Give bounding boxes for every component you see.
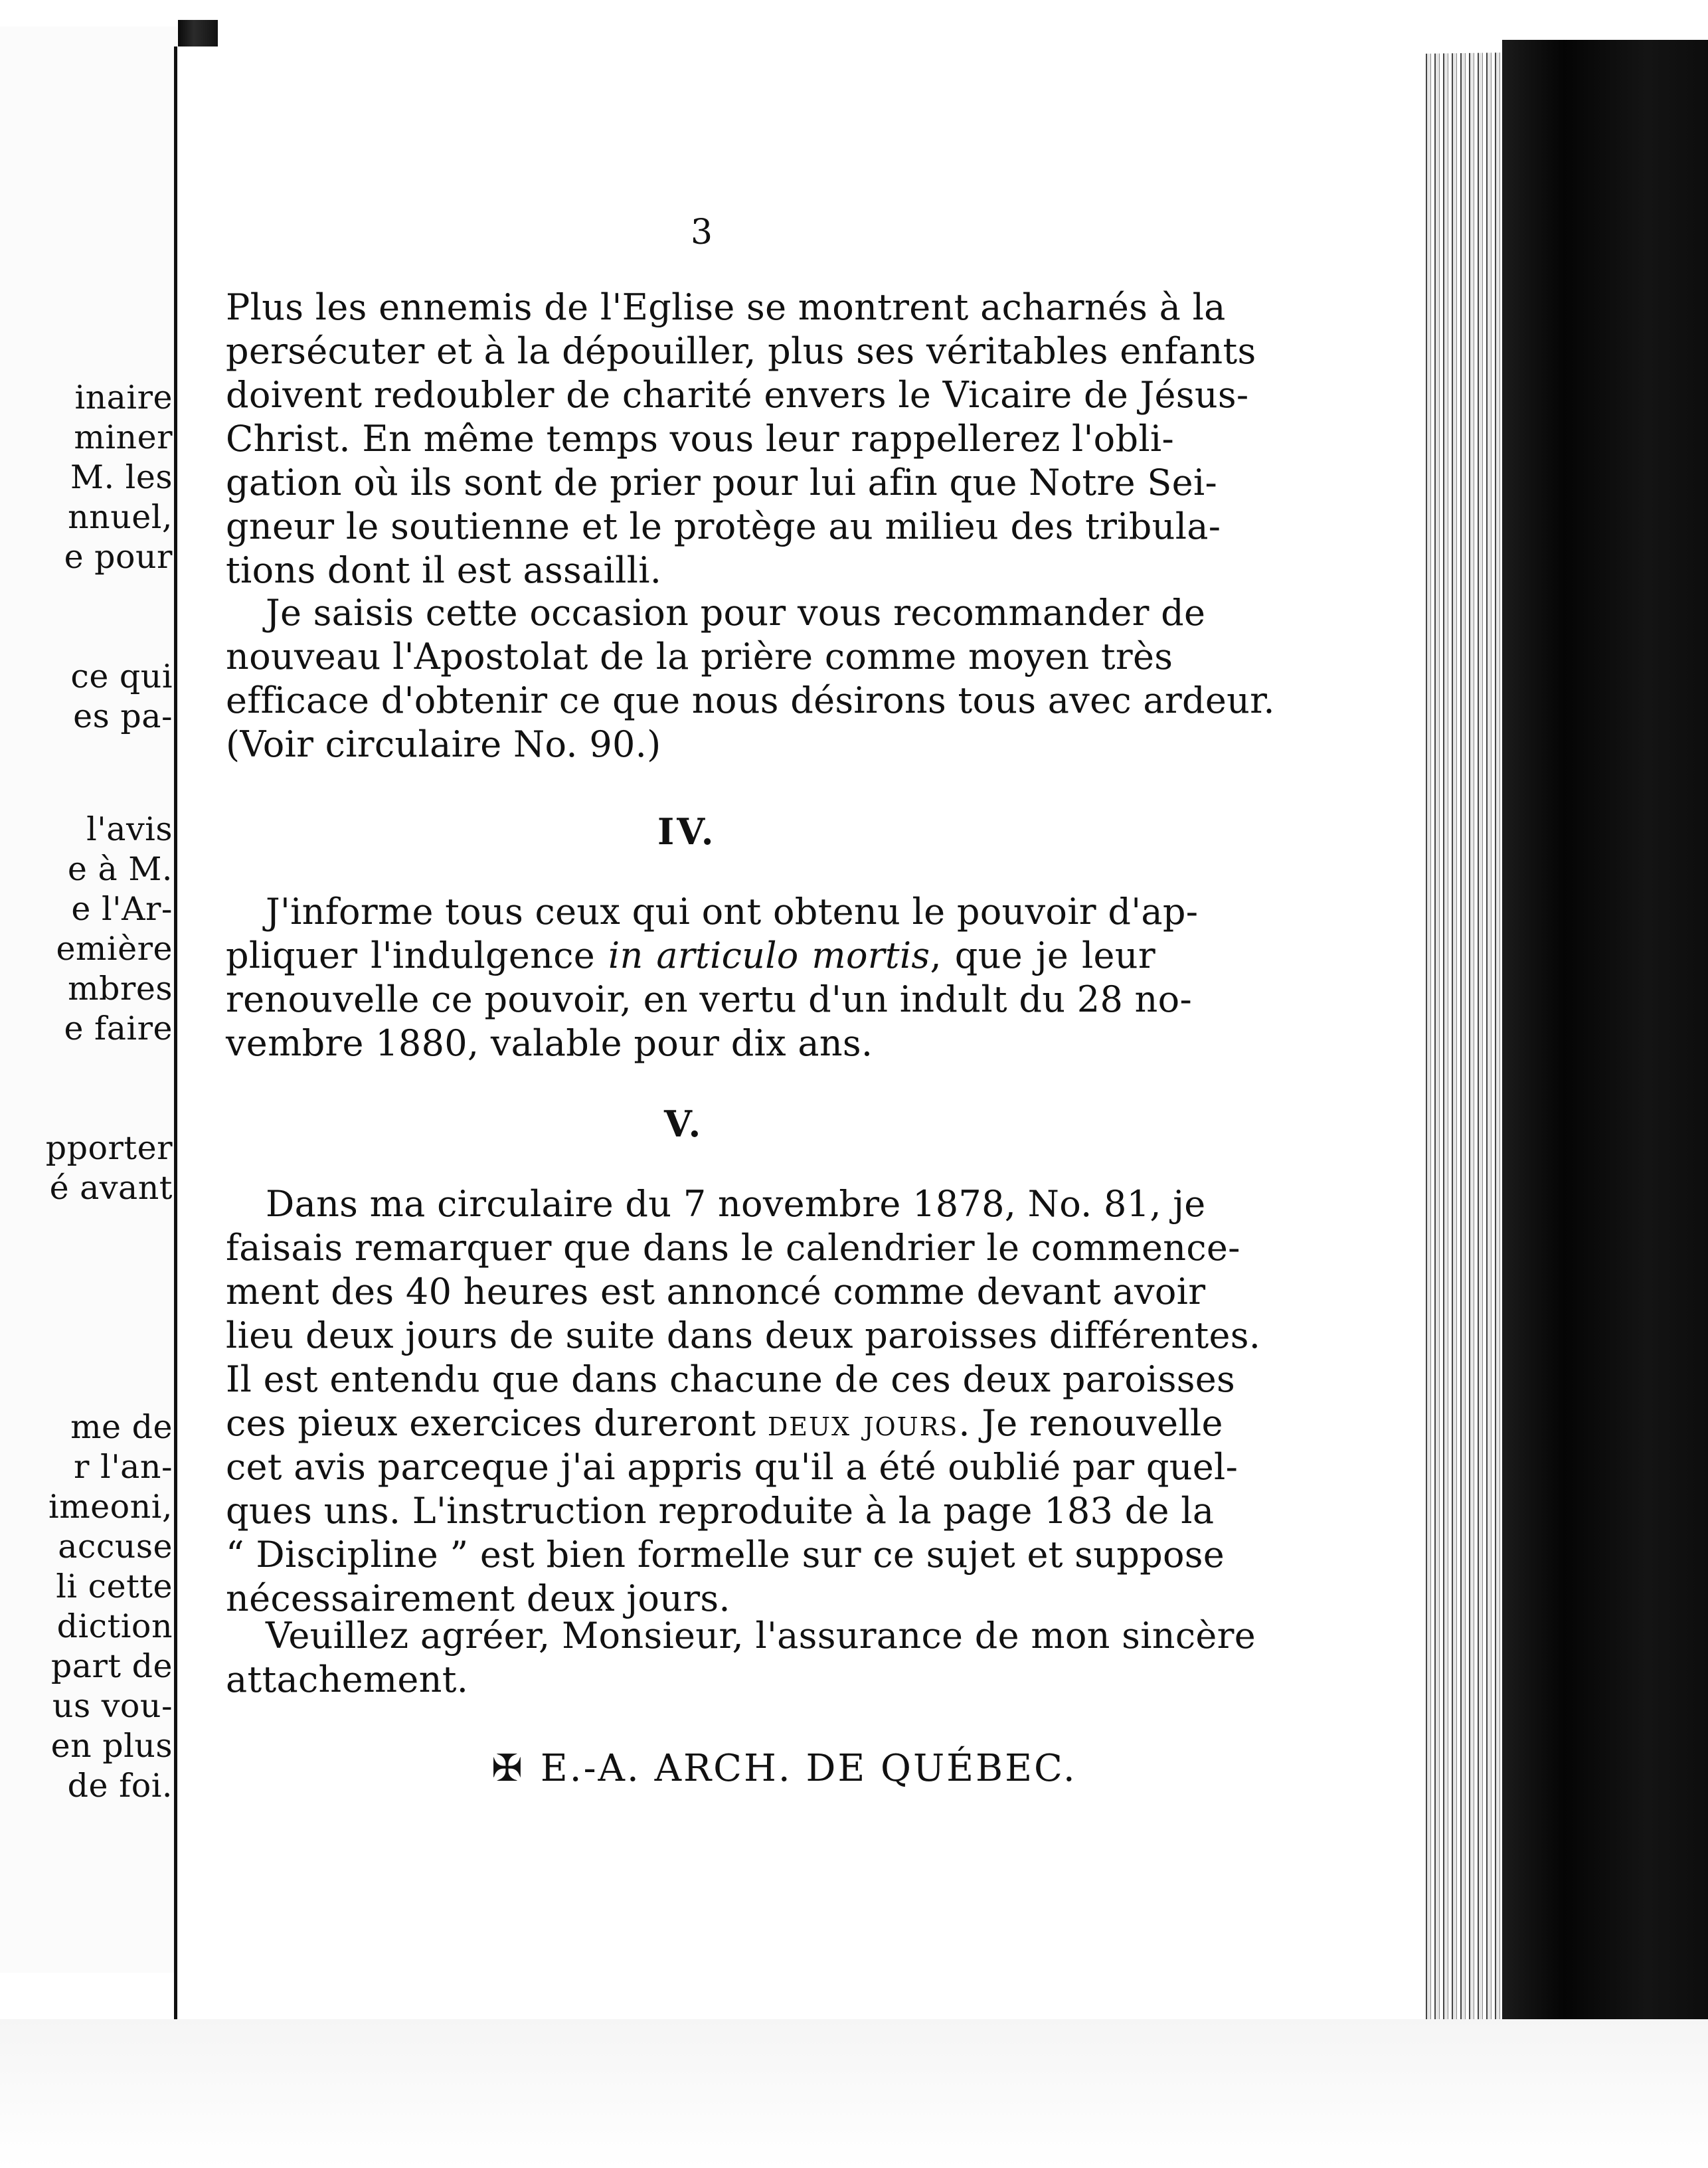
text-line: nouveau l'Apostolat de la prière comme moyen très	[226, 636, 1173, 678]
paragraph-5	[226, 1614, 1256, 1702]
paragraph-4	[226, 1182, 1261, 1621]
text-segment: pliquer l'indulgence	[226, 935, 608, 976]
text-line: “ Discipline ” est bien formelle sur ce sujet et suppose	[226, 1534, 1225, 1576]
left-text-fragment: nnuel,	[68, 498, 173, 536]
text-line: J'informe tous ceux qui ont obtenu le pouvoir d'ap-	[266, 891, 1199, 933]
left-text-fragment: pporter	[45, 1129, 173, 1167]
text-line: ment des 40 heures est annoncé comme devant avoir	[226, 1271, 1206, 1312]
text-line: efficace d'obtenir ce que nous désirons tous avec ardeur.	[226, 679, 1275, 721]
paragraph-1	[226, 286, 1256, 592]
left-text-fragment: M. les	[70, 458, 173, 496]
text-line: Dans ma circulaire du 7 novembre 1878, No. 81, je	[266, 1183, 1206, 1225]
left-text-fragment: mbres	[68, 970, 173, 1008]
text-line: doivent redoubler de charité envers le Vicaire de Jésus-	[226, 374, 1249, 416]
left-text-fragment: e faire	[64, 1010, 173, 1047]
emphasis-small-caps: deux jours	[767, 1402, 959, 1444]
scan-bottom-margin	[0, 2019, 1708, 2168]
signature-text: E.-A. ARCH. DE QUÉBEC.	[540, 1747, 1077, 1790]
text-line: Christ. En même temps vous leur rappellerez l'obli-	[226, 418, 1175, 460]
left-text-fragment: e à M.	[67, 850, 173, 888]
book-cover-edge	[1502, 40, 1708, 2099]
latin-phrase: in articulo mortis	[608, 935, 930, 976]
cross-icon: ✠	[491, 1747, 525, 1790]
left-text-fragment: l'avis	[86, 810, 173, 848]
text-line: faisais remarquer que dans le calendrier le commence-	[226, 1227, 1240, 1269]
left-text-fragment: imeoni,	[48, 1488, 173, 1526]
left-text-fragment: r l'an-	[74, 1448, 173, 1486]
text-line: ques uns. L'instruction reproduite à la page 183 de la	[226, 1490, 1215, 1532]
left-text-fragment: li cette	[56, 1568, 173, 1605]
text-line: Veuillez agréer, Monsieur, l'assurance de mon sincère	[266, 1615, 1256, 1657]
text-line: gneur le soutienne et le protège au milieu des tribula-	[226, 505, 1221, 547]
section-heading-iv: IV.	[657, 810, 717, 853]
text-line: Plus les ennemis de l'Eglise se montrent acharnés à la	[226, 286, 1226, 328]
left-text-fragment: é avant	[49, 1169, 173, 1207]
left-text-fragment: en plus	[50, 1727, 173, 1765]
page-number: 3	[691, 213, 713, 252]
left-text-fragment: accuse	[58, 1528, 173, 1566]
left-text-fragment: es pa-	[73, 697, 173, 735]
text-line: vembre 1880, valable pour dix ans.	[226, 1022, 873, 1064]
text-line	[226, 1401, 1223, 1445]
left-text-fragment: part de	[50, 1647, 173, 1685]
left-text-fragment: de foi.	[67, 1767, 173, 1805]
left-text-fragment: emière	[56, 930, 173, 968]
text-line: persécuter et à la dépouiller, plus ses véritables enfants	[226, 330, 1256, 372]
text-line: Il est entendu que dans chacune de ces deux paroisses	[226, 1358, 1236, 1400]
text-line: Je saisis cette occasion pour vous recommander de	[266, 592, 1206, 634]
text-segment: . Je renouvelle	[958, 1402, 1223, 1444]
text-line: nécessairement deux jours.	[226, 1578, 730, 1619]
text-segment: ces pieux exercices dureront	[226, 1402, 768, 1444]
left-text-fragment: diction	[56, 1607, 173, 1645]
left-text-fragment: us vou-	[52, 1687, 173, 1725]
paragraph-2	[226, 591, 1275, 767]
signature	[491, 1747, 1077, 1790]
left-text-fragment: ce qui	[70, 658, 173, 695]
text-line: lieu deux jours de suite dans deux paroisses différentes.	[226, 1314, 1261, 1356]
section-heading-v: V.	[664, 1103, 704, 1145]
text-line: gation où ils sont de prier pour lui afin que Notre Sei-	[226, 462, 1218, 503]
text-line: (Voir circulaire No. 90.)	[226, 723, 661, 765]
left-text-fragment: me de	[70, 1408, 173, 1446]
paragraph-3	[226, 890, 1199, 1065]
scan-top-margin	[0, 0, 1708, 27]
text-line: attachement.	[226, 1659, 469, 1700]
text-line: renouvelle ce pouvoir, en vertu d'un indult du 28 no-	[226, 978, 1192, 1020]
left-text-fragment: inaire	[74, 379, 173, 416]
text-line	[226, 934, 1155, 978]
text-line: cet avis parceque j'ai appris qu'il a été oublié par quel-	[226, 1446, 1238, 1488]
left-text-fragment: e l'Ar-	[71, 890, 173, 928]
left-text-fragment: miner	[74, 418, 173, 456]
text-segment: , que je leur	[930, 935, 1155, 976]
left-text-fragment: e pour	[64, 538, 173, 576]
previous-page	[0, 27, 180, 1973]
text-line: tions dont il est assailli.	[226, 549, 662, 591]
page-edges	[1422, 52, 1502, 2033]
